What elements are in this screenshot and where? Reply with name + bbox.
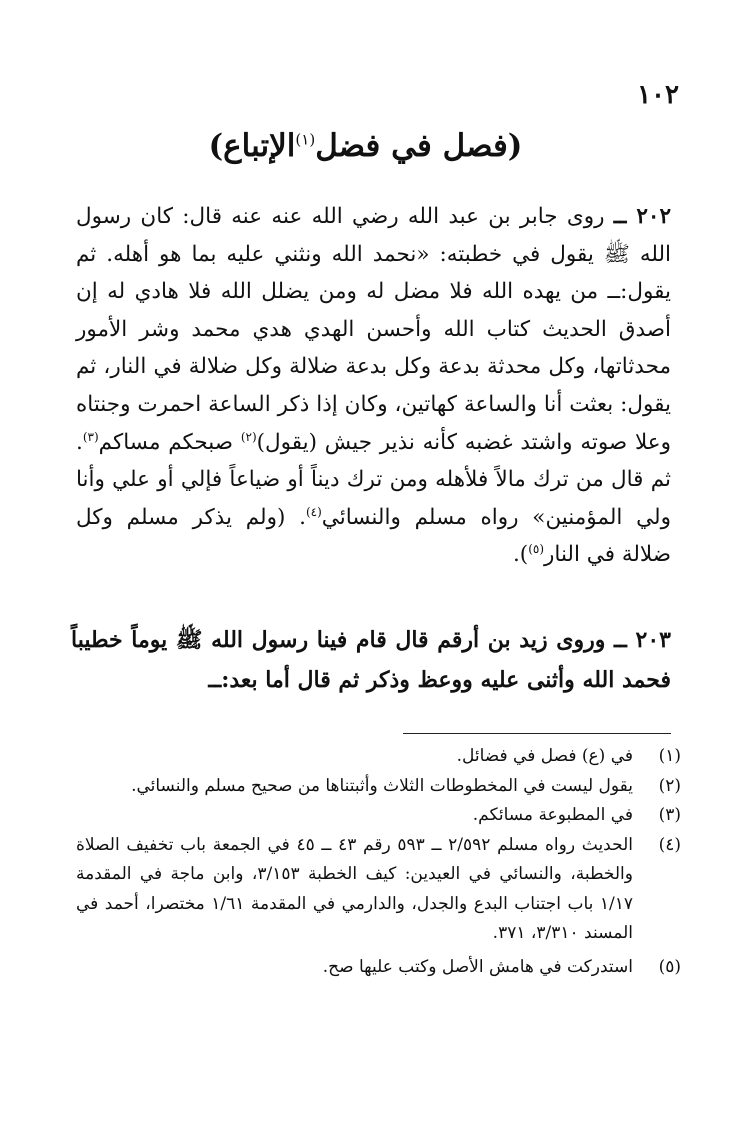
footnote-ref-5: (٥) bbox=[528, 542, 545, 557]
footnote-divider bbox=[403, 733, 671, 734]
footnote-number: (٥) bbox=[658, 956, 681, 977]
footnote-ref-4: (٤) bbox=[305, 504, 322, 519]
chapter-title-end: الإتباع) bbox=[208, 128, 296, 164]
chapter-title-main: (فصل في فضل bbox=[315, 128, 523, 164]
footnote-ref-3: (٣) bbox=[82, 429, 99, 444]
hadith-202-number: ٢٠٢ ــ bbox=[613, 204, 671, 229]
footnote-text: في المطبوعة مسائكم. bbox=[472, 805, 633, 825]
footnote-text: الحديث رواه مسلم ٢/٥٩٢ ــ ٥٩٣ رقم ٤٣ ــ ٤٥ في الجمعة باب تخفيف الصلاة والخطبة، والنسائي في العيدين: كيف الخطبة ٣/١٥٣، وابن ماجة في المقدمة ١/١٧ باب اجتناب البدع والجدل، والدارمي في المقدمة ١/٦١ مختصرا، أحمد في المسند ٣/٣١٠، ٣٧١. bbox=[76, 834, 633, 943]
footnote-number: (١) bbox=[658, 746, 681, 766]
footnote-item bbox=[76, 953, 681, 983]
footnote-text: يقول ليست في المخطوطات الثلاث وأثبتناها من صحيح مسلم والنسائي. bbox=[131, 775, 633, 796]
hadith-203-number: ٢٠٣ ــ bbox=[613, 627, 671, 653]
footnote-item bbox=[76, 772, 681, 802]
hadith-202-paragraph bbox=[76, 198, 671, 574]
footnote-item bbox=[76, 742, 681, 772]
footnote-number: (٢) bbox=[658, 775, 681, 796]
footnote-number: (٤) bbox=[658, 834, 681, 855]
footnote-number: (٣) bbox=[658, 805, 681, 825]
hadith-202-text-part5: ). bbox=[512, 542, 529, 568]
page-number: ١٠٢ bbox=[637, 80, 679, 110]
hadith-202-text-part2: صبحكم مساكم bbox=[98, 429, 241, 455]
footnote-item bbox=[76, 831, 681, 949]
footnote-ref-2: (٢) bbox=[240, 429, 257, 444]
hadith-203-paragraph bbox=[71, 620, 671, 700]
footnote-text: استدركت في هامش الأصل وكتب عليها صح. bbox=[322, 956, 633, 977]
footnote-text: في (ع) فصل في فضائل. bbox=[456, 746, 633, 766]
hadith-202-text-part4: . (ولم يذكر مسلم وكل ضلالة في النار bbox=[76, 504, 671, 568]
hadith-202-text-part1: روى جابر بن عبد الله رضي الله عنه عنه قال: كان رسول الله ﷺ يقول في خطبته: «نحمد الله ونثني عليه بما هو أهله. ثم يقول:ــ من يهده الله فلا مضل له ومن يضلل الله فلا هادي له إن أصدق الحديث كتاب الله وأحسن الهدي هدي محمد وشر الأمور محدثاتها، وكل محدثة بدعة وكل بدعة ضلالة وكل ضلالة في النار، ثم يقول: بعثت أنا والساعة كهاتين، وكان إذا ذكر الساعة احمرت وجنتاه وعلا صوته واشتد غضبه كأنه نذير جيش (يقول) bbox=[76, 204, 672, 455]
footnote-item bbox=[76, 801, 681, 831]
footnotes-section bbox=[76, 742, 681, 982]
chapter-title-footnote-ref: (١) bbox=[295, 130, 316, 149]
hadith-202-text-part3: . ثم قال من ترك مالاً فلأهله ومن ترك ديناً أو ضياعاً فإلي أو علي وأنا ولي المؤمنين» رواه مسلم والنسائي bbox=[76, 429, 671, 530]
chapter-title bbox=[0, 128, 731, 164]
hadith-203-text: وروى زيد بن أرقم قال قام فينا رسول الله ﷺ يوماً خطيباً فحمد الله وأثنى عليه ووعظ وذكر ثم قال أما بعد:ــ bbox=[71, 627, 671, 693]
